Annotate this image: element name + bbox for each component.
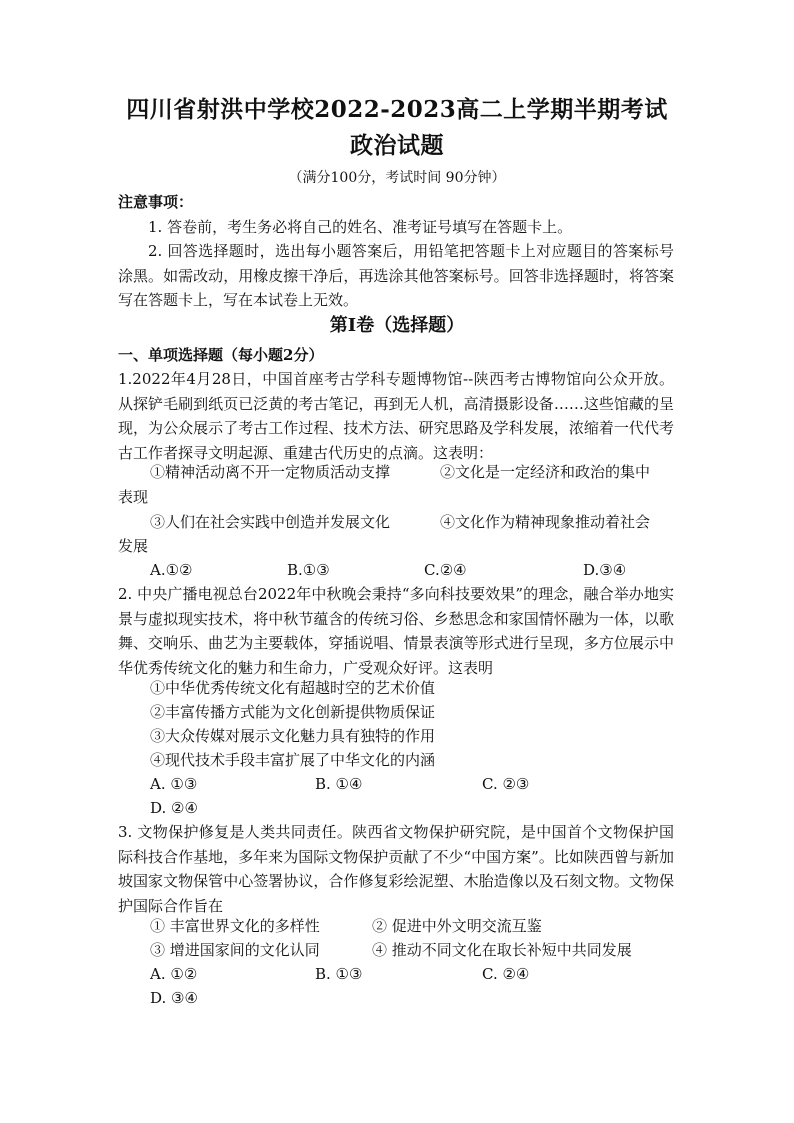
question-3-statement-4: ④ 推动不同文化在取长补短中共同发展	[372, 941, 632, 959]
question-1-option-c: C.②④	[424, 561, 467, 579]
question-1-option-b: B.①③	[287, 561, 330, 579]
question-3-statement-3: ③ 增进国家间的文化认同	[150, 941, 320, 959]
question-2-statement-4: ④现代技术手段丰富扩展了中华文化的内涵	[150, 751, 436, 769]
question-3-option-a: A. ①②	[150, 965, 198, 983]
question-2-option-a: A. ①③	[150, 775, 198, 793]
question-1-option-a: A.①②	[150, 561, 193, 579]
question-2-option-d: D. ②④	[150, 799, 198, 817]
question-3-option-d: D. ③④	[150, 989, 198, 1007]
question-2-stem: 2. 中央广播电视总台2022年中秋晚会秉持“多向科技要效果”的理念，融合举办地实景与虚拟现实技术，将中秋节蕴含的传统习俗、乡愁思念和家国情怀融为一体，以歌舞、交响乐、曲艺为主要载体，穿插说唱、情景表演等形式进行呈现，多方位展示中华优秀传统文化的魅力和生命力，广受观众好评。这表明	[118, 585, 674, 677]
question-1-statement-2: ②文化是一定经济和政治的集中	[440, 463, 651, 481]
notice-item-2: 2. 回答选择题时，选出每小题答案后，用铅笔把答题卡上对应题目的答案标号涂黑。如需改动，用橡皮擦干净后，再选涂其他答案标号。回答非选择题时，将答案写在答题卡上，写在本试卷上无效。	[118, 242, 674, 310]
question-2-statement-1: ①中华优秀传统文化有超越时空的艺术价值	[150, 679, 436, 697]
question-1-statement-4: ④文化作为精神现象推动着社会	[440, 513, 651, 531]
question-2-option-c: C. ②③	[482, 775, 530, 793]
question-1-stem: 1.2022年4月28日，中国首座考古学科专题博物馆--陕西考古博物馆向公众开放。从探铲毛刷到纸页已泛黄的考古笔记，再到无人机，高清摄影设备……这些馆藏的呈现，为公众展示了考古工作过程、技术方法、研究思路及学科发展，浓缩着一代代考古工作者探寻文明起源、重建古代历史的点滴。这表明：	[118, 370, 674, 462]
part-title: 第Ⅰ卷（选择题）	[329, 315, 465, 336]
question-1-statement-4-cont: 发展	[118, 537, 149, 555]
notice-heading: 注意事项：	[118, 193, 194, 211]
question-1-statement-2-cont: 表现	[118, 488, 149, 506]
question-2-statement-2: ②丰富传播方式能为文化创新提供物质保证	[150, 703, 436, 721]
question-3-statement-1: ① 丰富世界文化的多样性	[150, 917, 320, 935]
question-1-option-d: D.③④	[583, 561, 627, 579]
question-1-statement-3: ③人们在社会实践中创造并发展文化	[150, 513, 391, 531]
question-3-option-b: B. ①③	[315, 965, 363, 983]
question-3-option-c: C. ②④	[482, 965, 530, 983]
notice-item-1: 1. 答卷前，考生务必将自己的姓名、准考证号填写在答题卡上。	[148, 218, 573, 236]
question-1-statement-1: ①精神活动离不开一定物质活动支撑	[150, 463, 391, 481]
question-3-stem: 3. 文物保护修复是人类共同责任。陕西省文物保护研究院，是中国首个文物保护国际科技合作基地，多年来为国际文物保护贡献了不少“中国方案”。比如陕西曾与新加坡国家文物保管中心签署协议，合作修复彩绘泥塑、木胎造像以及石刻文物。文物保护国际合作旨在	[118, 823, 674, 915]
exam-title: 四川省射洪中学校2022-2023高二上学期半期考试	[126, 96, 668, 123]
section-heading: 一、单项选择题（每小题2分）	[118, 346, 324, 364]
question-3-statement-2: ② 促进中外文明交流互鉴	[372, 917, 542, 935]
exam-subject: 政治试题	[350, 132, 444, 159]
question-2-option-b: B. ①④	[315, 775, 363, 793]
question-2-statement-3: ③大众传媒对展示文化魅力具有独特的作用	[150, 727, 436, 745]
exam-info: （满分100分，考试时间 90分钟）	[288, 170, 506, 186]
